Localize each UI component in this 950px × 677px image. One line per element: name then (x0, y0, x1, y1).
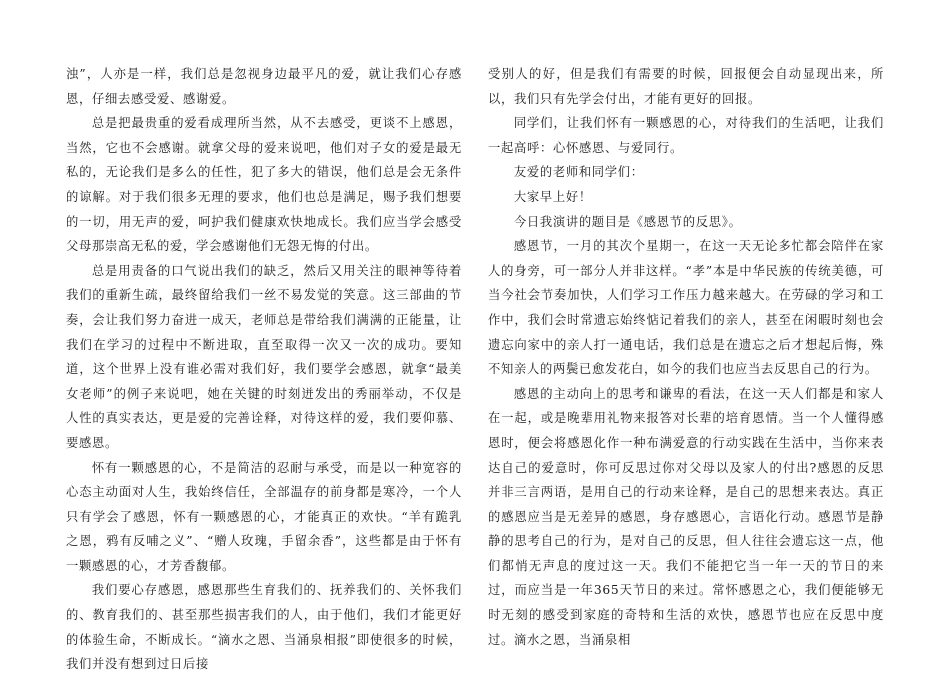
speech-title-line: 今日我演讲的题目是《感恩节的反思》。 (513, 214, 742, 229)
paragraph: 怀有一颗感恩的心，不是简洁的忍耐与承受，而是以一种宽容的心态主动面对人生，我始终信任，全部温存的前身都是寒冷，一个人只有学会了感恩，怀有一颗感恩的心，才能真正的欢快。“羊有跪乳之恩，鸦有反哺之义”、“赠人玫瑰，手留余香”，这些都是由于怀有一颗感恩的心，才芳香馥郁。 (66, 460, 462, 573)
paragraph: 总是用责备的口气说出我们的缺乏，然后又用关注的眼神等待着我们的重新生疏，最终留给我们一丝不易发觉的笑意。这三部曲的节奏，会让我们努力奋进一成天，老师总是带给我们满满的正能量，让我们在学习的过程中不断进取，直至取得一次又一次的成功。要知道，这个世界上没有谁必需对我们好，我们要学会感恩，就拿“最美女老师”的例子来说吧，她在关键的时刻迸发出的秀丽举动，不仅是人性的真实表达，更是爱的完善诠释，对待这样的爱，我们要仰慕、要感恩。 (66, 263, 462, 450)
paragraph: 总是把最贵重的爱看成理所当然，从不去感受，更谈不上感恩，当然，它也不会感谢。就拿父母的爱来说吧，他们对子女的爱是最无私的，无论我们是多么的任性，犯了多大的错误，他们总是会无条件的谅解。对于我们很多无理的要求，他们也总是满足，赐予我们想要的一切，用无声的爱，呵护我们健康欢快地成长。我们应当学会感受父母那崇高无私的爱，学会感谢他们无怨无悔的付出。 (66, 116, 462, 254)
paragraph: 感恩节，一月的其次个星期一，在这一天无论多忙都会陪伴在家人的身旁，可一部分人并非这样。“孝”本是中华民族的传统美德，可当今社会节奏加快，人们学习工作压力越来越大。在劳碌的学习和工作中，我们会时常遗忘始终惦记着我们的亲人，甚至在闲暇时刻也会遗忘向家中的亲人打一通电话，我们总是在遗忘之后才想起后悔，殊不知亲人的两鬓已愈发花白，如今的我们也应当去反思自己的行为。 (488, 239, 884, 377)
right-column (488, 62, 884, 652)
paragraph: 感恩的主动向上的思考和谦卑的看法，在这一天人们都是和家人在一起，或是晚辈用礼物来报答对长辈的培育恩情。当一个人懂得感恩时，便会将感恩化作一种布满爱意的行动实践在生活中，当你来表达自己的爱意时，你可反思过你对父母以及家人的付出?感恩的反思并非三言两语，是用自己的行动来诠释，是自己的思想来表达。真正的感恩应当是无差异的感恩，身存感恩心，言语化行动。感恩节是静静的思考自己的行为，是对自己的反思，但人往往会遗忘这一点，他们都悄无声息的度过这一天。我们不能把它当一年一天的节日的来过，而应当是一年365天节日的来过。常怀感恩之心，我们便能够无时无刻的感受到家庭的奇特和生活的欢快，感恩节也应在反思中度过。滴水之恩，当涌泉相 (488, 386, 884, 647)
left-column (66, 62, 462, 677)
salutation: 友爱的老师和同学们： (513, 165, 644, 180)
paragraph: 浊”，人亦是一样，我们总是忽视身边最平凡的爱，就让我们心存感恩，仔细去感受爱、感谢爱。 (66, 67, 462, 106)
paragraph: 受别人的好，但是我们有需要的时候，回报便会自动显现出来，所以，我们只有先学会付出，才能有更好的回报。 (488, 67, 884, 106)
paragraph: 我们要心存感恩，感恩那些生育我们的、抚养我们的、关怀我们的、教育我们的、甚至那些损害我们的人，由于他们，我们才能更好的体验生命，不断成长。“滴水之恩、当涌泉相报”即使很多的时候，我们并没有想到过日后接 (66, 583, 462, 672)
greeting: 大家早上好！ (513, 189, 592, 204)
paragraph: 同学们，让我们怀有一颗感恩的心，对待我们的生活吧，让我们一起高呼：心怀感恩、与爱同行。 (488, 116, 884, 155)
